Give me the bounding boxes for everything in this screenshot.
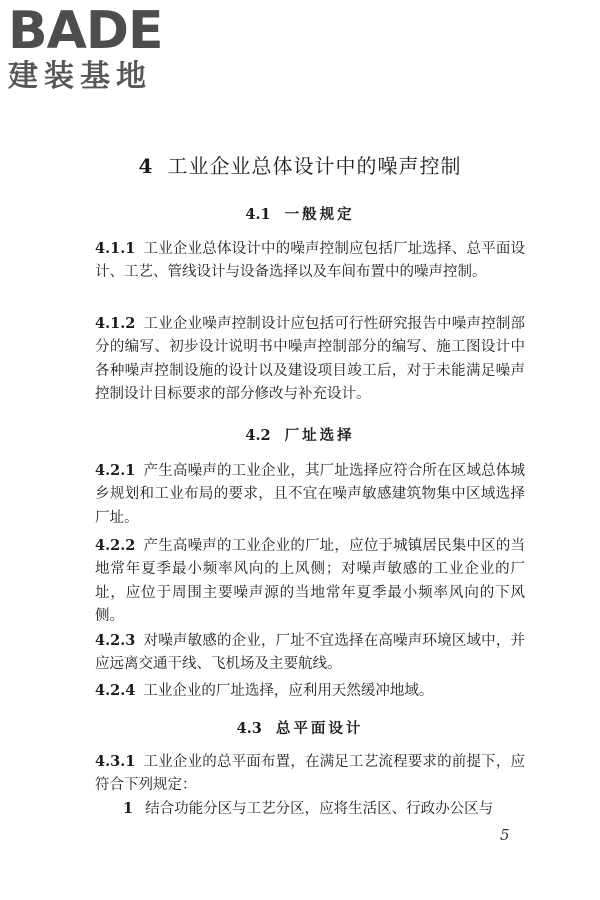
clause-number: 4.2.3 (95, 632, 136, 649)
clause-text: 工业企业总体设计中的噪声控制应包括厂址选择、总平面设计、工艺、管线设计与设备选择以及车间布置中的噪声控制。 (95, 241, 525, 281)
clause-text: 产生高噪声的工业企业，其厂址选择应符合所在区域总体城乡规划和工业布局的要求，且不宜在噪声敏感建筑物集中区域选择厂址。 (95, 463, 525, 526)
clause-number: 4.1.2 (95, 315, 136, 332)
chapter-heading (0, 150, 600, 179)
logo (8, 1, 178, 94)
clause-text: 工业企业的厂址选择，应利用天然缓冲地域。 (143, 683, 434, 699)
section-number: 4.2 (245, 427, 271, 444)
clause-number: 4.2.1 (95, 462, 136, 479)
clause-4-1-2 (95, 312, 525, 407)
item-number: 1 (123, 800, 134, 817)
clause-number: 4.2.4 (95, 682, 136, 699)
logo-wordmark: BADE (8, 1, 163, 61)
section-title: 厂址选择 (284, 427, 355, 444)
clause-number: 4.3.1 (95, 753, 136, 770)
section-number: 4.3 (236, 720, 262, 737)
clause-4-2-3 (95, 629, 525, 677)
clause-4-2-4 (95, 679, 525, 703)
section-heading-4-3 (0, 717, 600, 738)
clause-text: 对噪声敏感的企业，厂址不宜选择在高噪声环境区域中，并应远离交通干线、飞机场及主要航线。 (95, 633, 525, 673)
logo-subtitle: 建装基地 (8, 59, 152, 94)
clause-4-2-1 (95, 459, 525, 530)
clause-4-2-2 (95, 534, 525, 629)
clause-4-3-1 (95, 750, 525, 798)
clause-number: 4.1.1 (95, 240, 136, 257)
item-text: 结合功能分区与工艺分区，应将生活区、行政办公区与 (145, 801, 494, 817)
section-title: 一般规定 (284, 206, 355, 223)
clause-text: 工业企业噪声控制设计应包括可行性研究报告中噪声控制部分的编写、初步设计说明书中噪声控制部分的编写、施工图设计中各种噪声控制设施的设计以及建设项目竣工后，对于未能满足噪声控制设计目标要求的部分修改与补充设计。 (95, 316, 525, 403)
list-item (95, 797, 553, 821)
section-heading-4-1 (0, 203, 600, 224)
clause-number: 4.2.2 (95, 537, 136, 554)
clause-text: 产生高噪声的工业企业的厂址，应位于城镇居民集中区的当地常年夏季最小频率风向的上风侧；对噪声敏感的工业企业的厂址，应位于周围主要噪声源的当地常年夏季最小频率风向的下风侧。 (95, 538, 525, 625)
section-number: 4.1 (245, 206, 271, 223)
chapter-title: 工业企业总体设计中的噪声控制 (167, 154, 462, 178)
chapter-number: 4 (138, 154, 154, 178)
clause-text: 工业企业的总平面布置，在满足工艺流程要求的前提下，应符合下列规定： (95, 754, 525, 794)
clause-4-1-1 (95, 237, 525, 285)
section-heading-4-2 (0, 424, 600, 445)
page-number: 5 (500, 826, 510, 844)
section-title: 总平面设计 (275, 720, 364, 737)
